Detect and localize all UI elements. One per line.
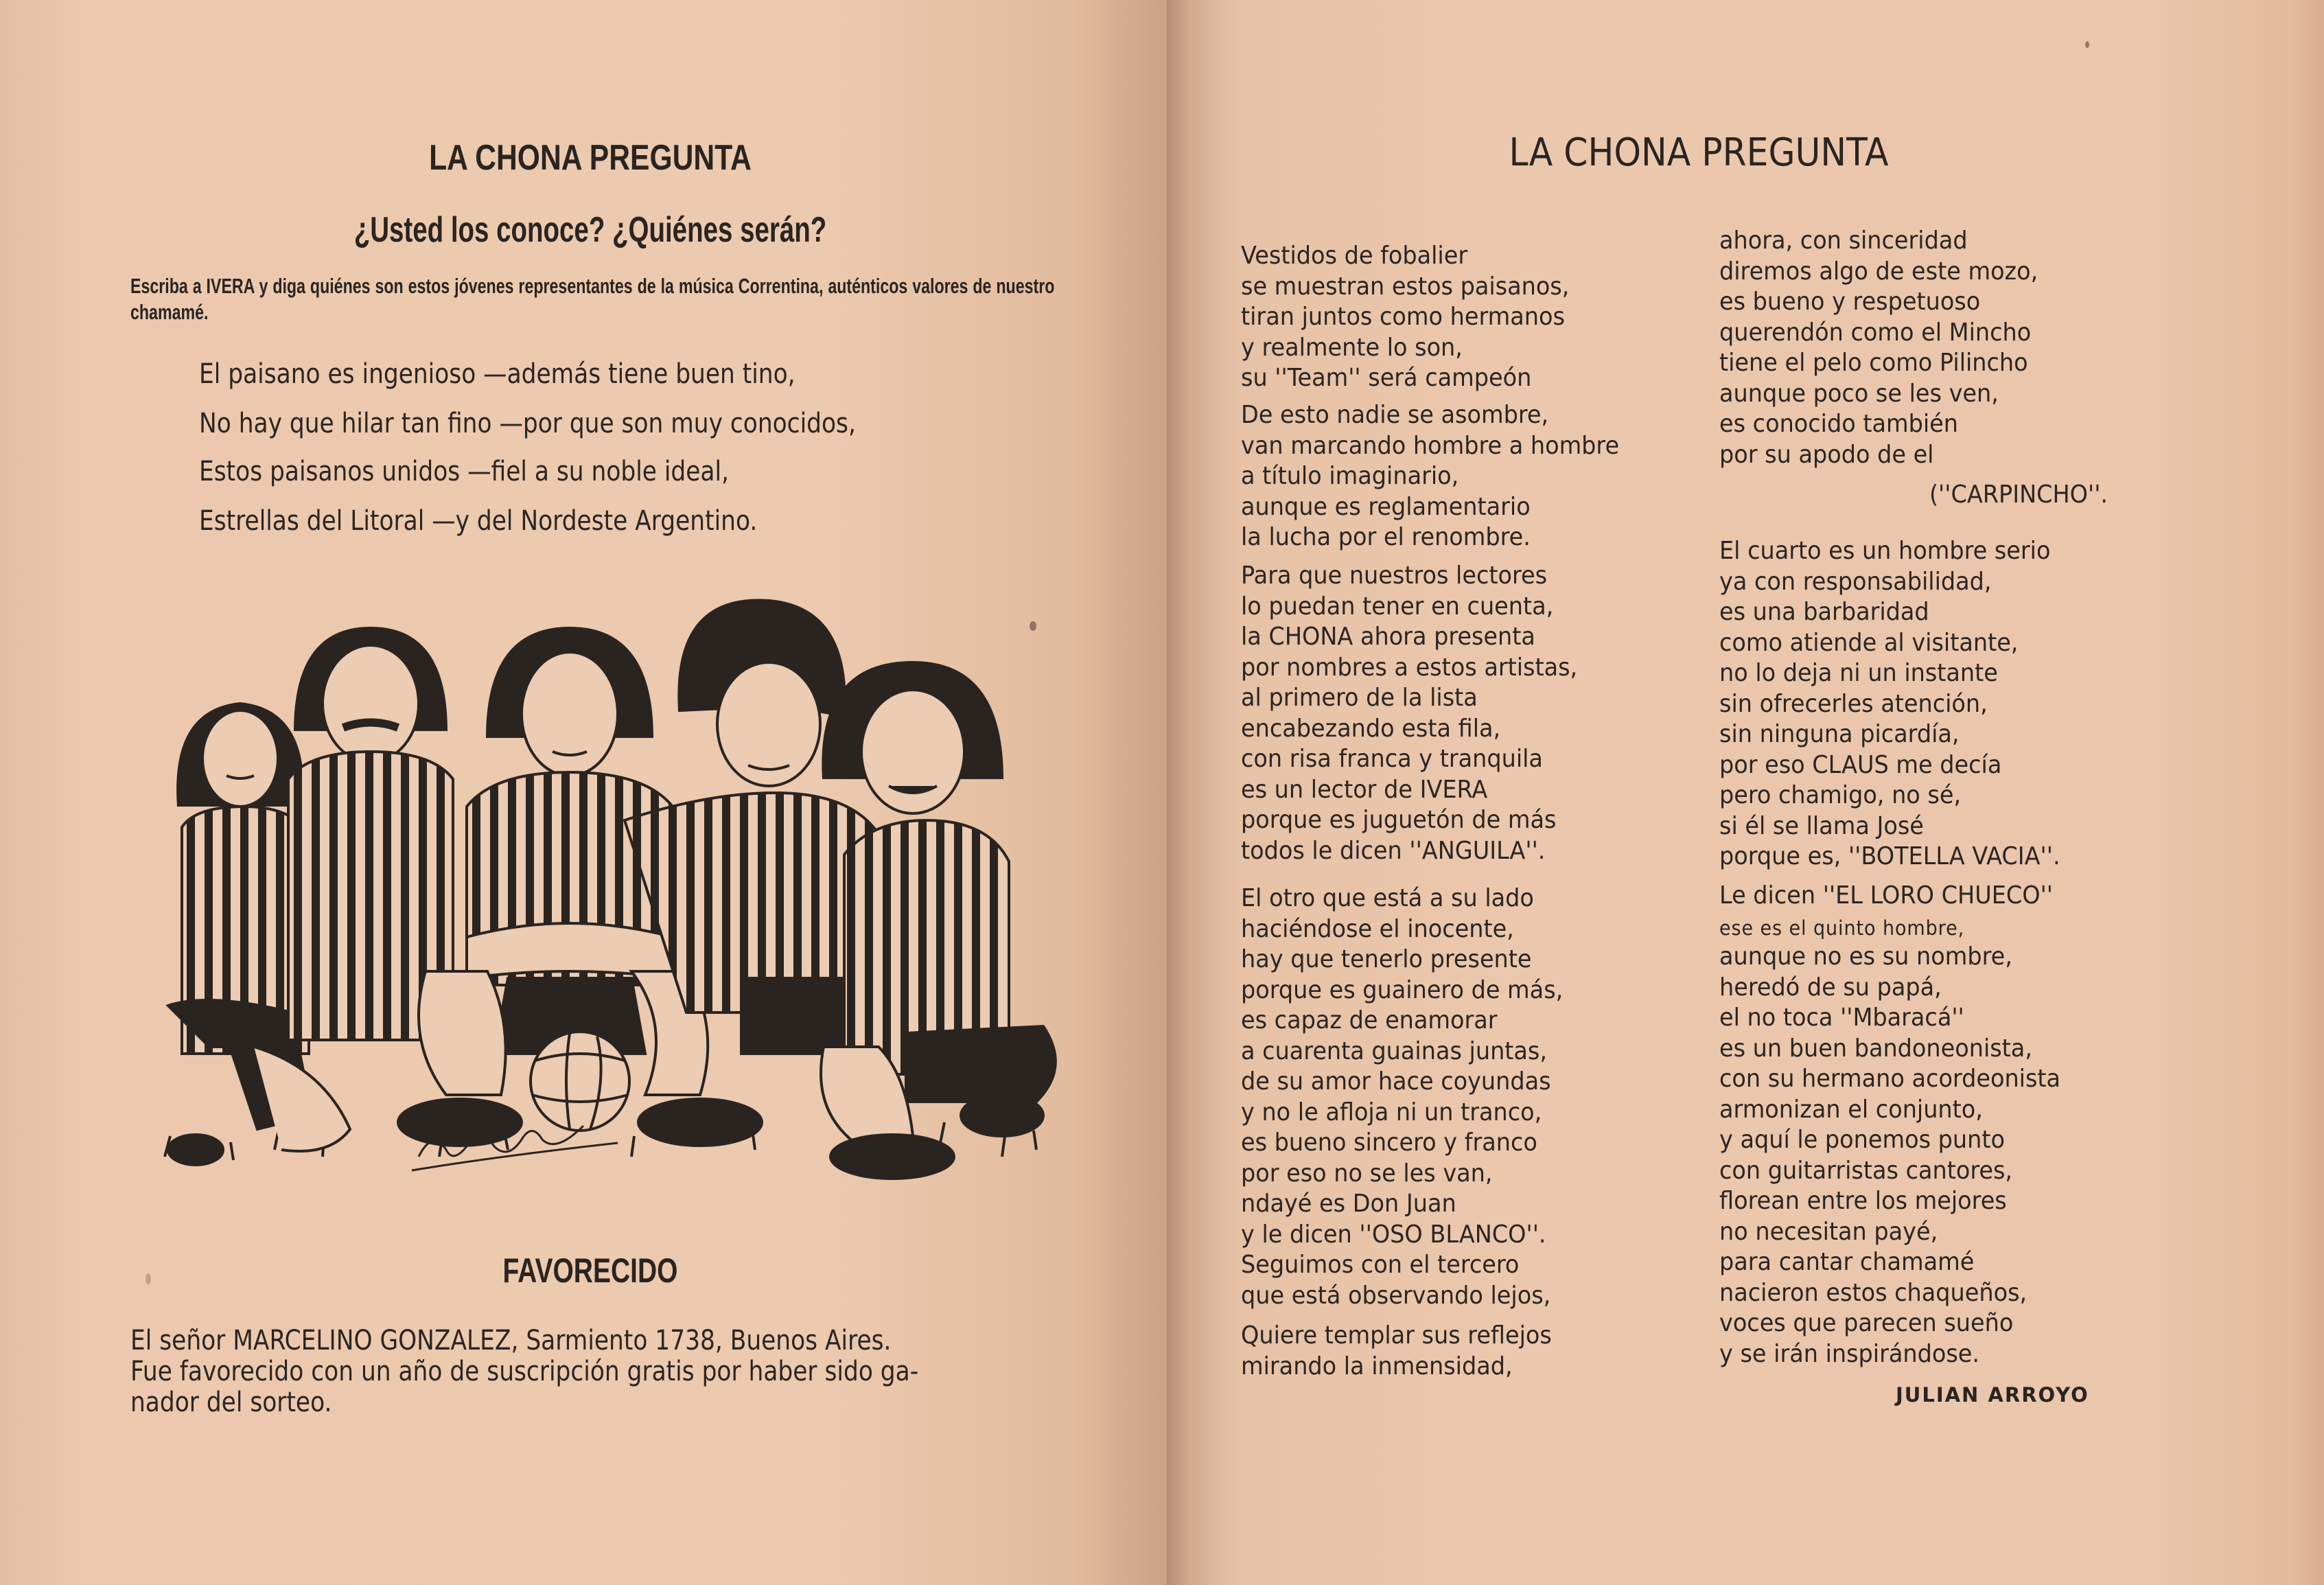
poem-line: por nombres a estos artistas,: [1241, 653, 1578, 682]
poem-line: al primero de la lista: [1241, 684, 1478, 712]
poem-line: (''CARPINCHO''.: [1929, 481, 2108, 509]
poem-line: todos le dicen ''ANGUILA''.: [1241, 836, 1546, 865]
poem-line: de su amor hace coyundas: [1241, 1067, 1551, 1096]
poem-line: a título imaginario,: [1241, 462, 1459, 490]
poem-line: es un lector de IVERA: [1241, 775, 1488, 804]
poem-line: con guitarristas cantores,: [1719, 1156, 2013, 1185]
poem-line: por eso CLAUS me decía: [1719, 750, 2002, 779]
poem-line: porque es juguetón de más: [1241, 806, 1557, 834]
poem-line: por su apodo de el: [1719, 440, 1934, 469]
author-name: JULIAN ARROYO: [1896, 1383, 2089, 1407]
poem-line: si él se llama José: [1719, 811, 1924, 840]
page-title: LA CHONA PREGUNTA: [1509, 130, 1889, 175]
poem-line: porque es guainero de más,: [1241, 975, 1564, 1004]
poem-line: con risa franca y tranquila: [1241, 745, 1543, 773]
football-players-illustration: [151, 553, 1064, 1198]
poem-line: y no le afloja ni un tranco,: [1241, 1098, 1542, 1126]
poem-line: y le dicen ''OSO BLANCO''.: [1241, 1220, 1546, 1249]
player-5: [821, 662, 1056, 1179]
poem-line: es capaz de enamorar: [1241, 1006, 1498, 1034]
poem-line: De esto nadie se asombre,: [1241, 401, 1549, 429]
poem-line: aunque poco se les ven,: [1719, 379, 1999, 408]
poem-line: sin ofrecerles atención,: [1719, 689, 1988, 718]
poem-line: voces que parecen sueño: [1719, 1309, 2014, 1337]
football-icon: [531, 1032, 629, 1131]
intro-text: Escriba a IVERA y diga quiénes son estos jóvenes representantes de la música Correntina, auténticos valores de nuestro chamamé.: [130, 274, 1055, 324]
poem-line: como atiende al visitante,: [1719, 628, 2019, 657]
ink-speck: [146, 1273, 151, 1284]
poem-line: y se irán inspirándose.: [1719, 1339, 1980, 1368]
poem-line: la CHONA ahora presenta: [1241, 623, 1535, 651]
poem-line: no necesitan payé,: [1719, 1217, 1938, 1246]
poem-line: no lo deja ni un instante: [1719, 659, 1998, 687]
poem-line: encabezando esta fila,: [1241, 714, 1501, 743]
poem-line: que está observando lejos,: [1241, 1281, 1551, 1310]
poem-line: Seguimos con el tercero: [1241, 1251, 1520, 1279]
poem-line: armonizan el conjunto,: [1719, 1095, 1983, 1124]
poem-line: Quiere templar sus reflejos: [1241, 1321, 1552, 1350]
poem-line: su ''Team'' será campeón: [1241, 364, 1532, 392]
right-page: [1167, 0, 2324, 1585]
poem-line: aunque es reglamentario: [1241, 492, 1531, 521]
poem-line: Para que nuestros lectores: [1241, 562, 1548, 590]
poem-line: con su hermano acordeonista: [1719, 1065, 2061, 1093]
poem-line: el no toca ''Mbaracá'': [1719, 1004, 1964, 1032]
poem-line: es una barbaridad: [1719, 598, 1929, 626]
poem-line: se muestran estos paisanos,: [1241, 272, 1570, 301]
poem-line: haciéndose el inocente,: [1241, 914, 1514, 943]
poem-line: El otro que está a su lado: [1241, 884, 1534, 912]
poem-line: pero chamigo, no sé,: [1719, 781, 1962, 809]
poem-line: nacieron estos chaqueños,: [1719, 1278, 2027, 1307]
poem-line: la lucha por el renombre.: [1241, 523, 1531, 551]
poem-line: para cantar chamamé: [1719, 1248, 1975, 1276]
poem-line: hay que tenerlo presente: [1241, 945, 1532, 973]
poem-line: ya con responsabilidad,: [1719, 567, 1992, 596]
poem-line: lo puedan tener en cuenta,: [1241, 592, 1554, 621]
verse-line: Estrellas del Litoral —y del Nordeste Argentino.: [199, 505, 758, 537]
page-subtitle: ¿Usted los conoce? ¿Quiénes serán?: [353, 210, 827, 250]
poem-line: a cuarenta guainas juntas,: [1241, 1037, 1548, 1065]
poem-line: heredó de su papá,: [1719, 973, 1942, 1002]
poem-line: ahora, con sinceridad: [1719, 227, 1968, 255]
paragraph-line: Fue favorecido con un año de suscripción gratis por haber sido ga-: [130, 1356, 919, 1387]
poem-line: diremos algo de este mozo,: [1719, 257, 2038, 286]
poem-line: tiran juntos como hermanos: [1241, 303, 1565, 331]
paragraph-line: El señor MARCELINO GONZALEZ, Sarmiento 1738, Buenos Aires.: [130, 1325, 892, 1356]
poem-line: aunque no es su nombre,: [1719, 942, 2012, 971]
poem-line: florean entre los mejores: [1719, 1187, 2007, 1215]
ink-speck: [2085, 41, 2089, 48]
poem-line: tiene el pelo como Pilincho: [1719, 349, 2028, 377]
poem-line: Le dicen ''EL LORO CHUECO'': [1719, 881, 2054, 910]
poem-line: porque es, ''BOTELLA VACIA''.: [1719, 842, 2060, 870]
poem-line: es bueno sincero y franco: [1241, 1129, 1537, 1157]
poem-line: es bueno y respetuoso: [1719, 288, 1981, 316]
poem-line: Vestidos de fobalier: [1241, 242, 1468, 270]
section-title-favorecido: FAVORECIDO: [502, 1251, 678, 1290]
poem-line: sin ninguna picardía,: [1719, 720, 1960, 748]
poem-line: van marcando hombre a hombre: [1241, 431, 1620, 460]
poem-line: es conocido también: [1719, 410, 1958, 438]
poem-line: mirando la inmensidad,: [1241, 1352, 1513, 1380]
verse-line: El paisano es ingenioso —además tiene buen tino,: [199, 358, 795, 390]
poem-line: ese es el quinto hombre,: [1719, 916, 1965, 940]
verse-line: Estos paisanos unidos —fiel a su noble ideal,: [199, 456, 730, 487]
poem-line: El cuarto es un hombre serio: [1719, 537, 2051, 565]
poem-line: y aquí le ponemos punto: [1719, 1126, 2005, 1154]
poem-line: por eso no se les van,: [1241, 1159, 1493, 1188]
poem-line: ndayé es Don Juan: [1241, 1190, 1456, 1218]
ink-speck: [1030, 621, 1036, 631]
poem-line: es un buen bandoneonista,: [1719, 1034, 2032, 1063]
verse-line: No hay que hilar tan fino —por que son muy conocidos,: [199, 408, 856, 439]
paragraph-line: nador del sorteo.: [130, 1387, 332, 1418]
poem-line: y realmente lo son,: [1241, 333, 1463, 362]
page-title: LA CHONA PREGUNTA: [429, 138, 752, 178]
poem-line: querendón como el Mincho: [1719, 318, 2032, 347]
